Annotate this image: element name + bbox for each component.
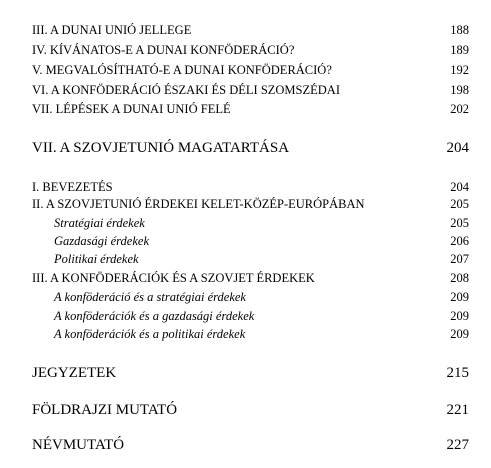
toc-subentry-title: Stratégiai érdekek bbox=[54, 216, 145, 230]
toc-entry-page: 198 bbox=[450, 83, 469, 97]
toc-chapter-page: 204 bbox=[446, 140, 469, 156]
toc-entry-title: VI. A KONFÖDERÁCIÓ ÉSZAKI ÉS DÉLI SZOMSZÉDAI bbox=[32, 83, 340, 97]
toc-endmatter-page: 215 bbox=[446, 365, 469, 381]
toc-endmatter-title: NÉVMUTATÓ bbox=[32, 437, 125, 453]
toc-subentry-page: 209 bbox=[450, 327, 469, 341]
toc-entry-title: II. A SZOVJETUNIÓ ÉRDEKEI KELET-KÖZÉP-EURÓPÁBAN bbox=[32, 197, 365, 211]
toc-endmatter-title: JEGYZETEK bbox=[32, 365, 117, 381]
toc-subentry-title: Gazdasági érdekek bbox=[54, 234, 149, 248]
toc-entry-page: 204 bbox=[450, 180, 469, 194]
toc-endmatter-title: FÖLDRAJZI MUTATÓ bbox=[32, 402, 178, 418]
toc-entry-page: 208 bbox=[450, 271, 469, 285]
toc-subentry-page: 209 bbox=[450, 290, 469, 304]
toc-entry-title: III. A DUNAI UNIÓ JELLEGE bbox=[32, 23, 192, 37]
toc-subentry-title: A konföderációk és a gazdasági érdekek bbox=[54, 309, 255, 323]
toc-entry-title: VII. LÉPÉSEK A DUNAI UNIÓ FELÉ bbox=[32, 102, 231, 116]
toc-endmatter-page: 227 bbox=[446, 437, 469, 453]
toc-entry-page: 202 bbox=[450, 102, 469, 116]
toc-subentry-page: 205 bbox=[450, 216, 469, 230]
toc-subentry-page: 209 bbox=[450, 309, 469, 323]
toc-chapter-title: VII. A SZOVJETUNIÓ MAGATARTÁSA bbox=[32, 140, 290, 156]
toc-entry-title: I. BEVEZETÉS bbox=[32, 180, 113, 194]
toc-entry-page: 205 bbox=[450, 197, 469, 211]
toc-entry-title: IV. KÍVÁNATOS-E A DUNAI KONFÖDERÁCIÓ? bbox=[32, 43, 295, 57]
toc-endmatter-page: 221 bbox=[446, 402, 469, 418]
toc-entry-page: 192 bbox=[450, 63, 469, 77]
toc-entry-page: 188 bbox=[450, 23, 469, 37]
toc-entry-title: III. A KONFÖDERÁCIÓK ÉS A SZOVJET ÉRDEKEK bbox=[32, 271, 315, 285]
toc-entry-title: V. MEGVALÓSÍTHATÓ-E A DUNAI KONFÖDERÁCIÓ? bbox=[32, 63, 332, 77]
toc-entry-page: 189 bbox=[450, 43, 469, 57]
toc-subentry-page: 207 bbox=[450, 252, 469, 266]
toc-subentry-page: 206 bbox=[450, 234, 469, 248]
toc-subentry-title: Politikai érdekek bbox=[54, 252, 139, 266]
toc-subentry-title: A konföderációk és a politikai érdekek bbox=[54, 327, 246, 341]
toc-subentry-title: A konföderáció és a stratégiai érdekek bbox=[54, 290, 246, 304]
